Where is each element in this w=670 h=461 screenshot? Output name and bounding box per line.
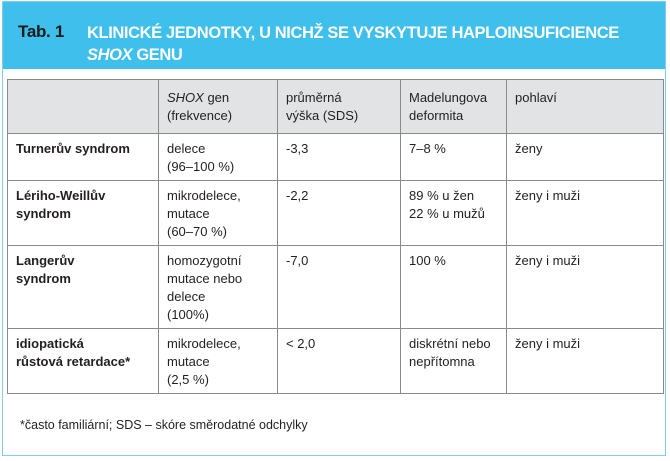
- cell-line: diskrétní nebo: [409, 336, 491, 351]
- cell-line: < 2,0: [286, 336, 316, 351]
- cell-line: mutace: [167, 206, 210, 221]
- table-row: [8, 329, 664, 394]
- row-mean-height: [278, 181, 401, 246]
- row-mean-height: [278, 329, 401, 394]
- cell-line: nepřítomna: [409, 354, 475, 369]
- cell-line: (100%): [167, 307, 209, 322]
- row-madelung: [401, 246, 507, 329]
- title-gene-name: SHOX: [87, 46, 133, 64]
- column-header-madelung-line1: Madelungova: [409, 90, 488, 105]
- row-entity-name: [8, 329, 159, 394]
- row-madelung: [401, 329, 507, 394]
- column-header-madelung-line2: deformita: [409, 108, 464, 123]
- column-header-gene-rest: gen: [203, 90, 230, 105]
- column-header-gene-line2: (frekvence): [167, 108, 233, 123]
- column-header-height: [278, 80, 401, 134]
- row-gene-frequency: [159, 181, 278, 246]
- row-mean-height: [278, 134, 401, 181]
- row-madelung: [401, 181, 507, 246]
- cell-line: mutace nebo: [167, 271, 243, 286]
- table-footnote: *často familiární; SDS – skóre směrodatné odchylky: [20, 418, 308, 432]
- cell-line: ženy i muži: [515, 188, 581, 203]
- cell-line: delece: [167, 289, 206, 304]
- cell-line: syndrom: [16, 206, 71, 221]
- cell-line: homozygotní: [167, 253, 242, 268]
- cell-line: delece: [167, 141, 206, 156]
- cell-line: -2,2: [286, 188, 309, 203]
- cell-line: mutace: [167, 354, 210, 369]
- column-header-gene-italic: SHOX: [167, 90, 204, 105]
- cell-line: ženy i muži: [515, 253, 581, 268]
- row-entity-name: [8, 246, 159, 329]
- cell-line: (96–100 %): [167, 159, 235, 174]
- table-figure: [2, 1, 666, 456]
- cell-line: -3,3: [286, 141, 309, 156]
- cell-line: Turnerův syndrom: [16, 141, 130, 156]
- cell-line: ženy: [515, 141, 543, 156]
- cell-line: mikrodelece,: [167, 188, 241, 203]
- cell-line: Langerův: [16, 253, 75, 268]
- cell-line: idiopatická: [16, 336, 84, 351]
- cell-line: 100 %: [409, 253, 446, 268]
- cell-line: -7,0: [286, 253, 309, 268]
- cell-line: 7–8 %: [409, 141, 446, 156]
- table-row: [8, 181, 664, 246]
- row-sex: [507, 246, 664, 329]
- table-row: [8, 246, 664, 329]
- cell-line: ženy i muži: [515, 336, 581, 351]
- column-header-height-line1: průměrná: [286, 90, 342, 105]
- row-mean-height: [278, 246, 401, 329]
- row-sex: [507, 181, 664, 246]
- row-sex: [507, 134, 664, 181]
- cell-line: (2,5 %): [167, 372, 209, 387]
- column-header-sex: [507, 80, 664, 134]
- row-entity-name: [8, 181, 159, 246]
- column-header-gene: [159, 80, 278, 134]
- cell-line: mikrodelece,: [167, 336, 241, 351]
- column-header-height-line2: výška (SDS): [286, 108, 359, 123]
- cell-line: 89 % u žen: [409, 188, 475, 203]
- table-header-bar: [3, 2, 665, 69]
- cell-line: růstová retardace*: [16, 354, 131, 369]
- row-gene-frequency: [159, 134, 278, 181]
- cell-line: syndrom: [16, 271, 71, 286]
- table-header-row: [8, 80, 664, 134]
- row-sex: [507, 329, 664, 394]
- cell-line: 22 % u mužů: [409, 206, 485, 221]
- row-entity-name: [8, 134, 159, 181]
- column-header-entity: [8, 80, 159, 134]
- title-line-2-rest: GENU: [132, 46, 183, 64]
- data-table: [7, 79, 664, 394]
- table-title: [87, 22, 647, 66]
- row-madelung: [401, 134, 507, 181]
- column-header-madelung: [401, 80, 507, 134]
- cell-line: (60–70 %): [167, 224, 227, 239]
- table-number: Tab. 1: [18, 22, 65, 41]
- row-gene-frequency: [159, 246, 278, 329]
- cell-line: Lériho-Weillův: [16, 188, 106, 203]
- table-row: [8, 134, 664, 181]
- title-line-1: KLINICKÉ JEDNOTKY, U NICHŽ SE VYSKYTUJE HAPLOINSUFICIENCE: [87, 24, 619, 42]
- column-header-sex-line1: pohlaví: [515, 90, 557, 105]
- row-gene-frequency: [159, 329, 278, 394]
